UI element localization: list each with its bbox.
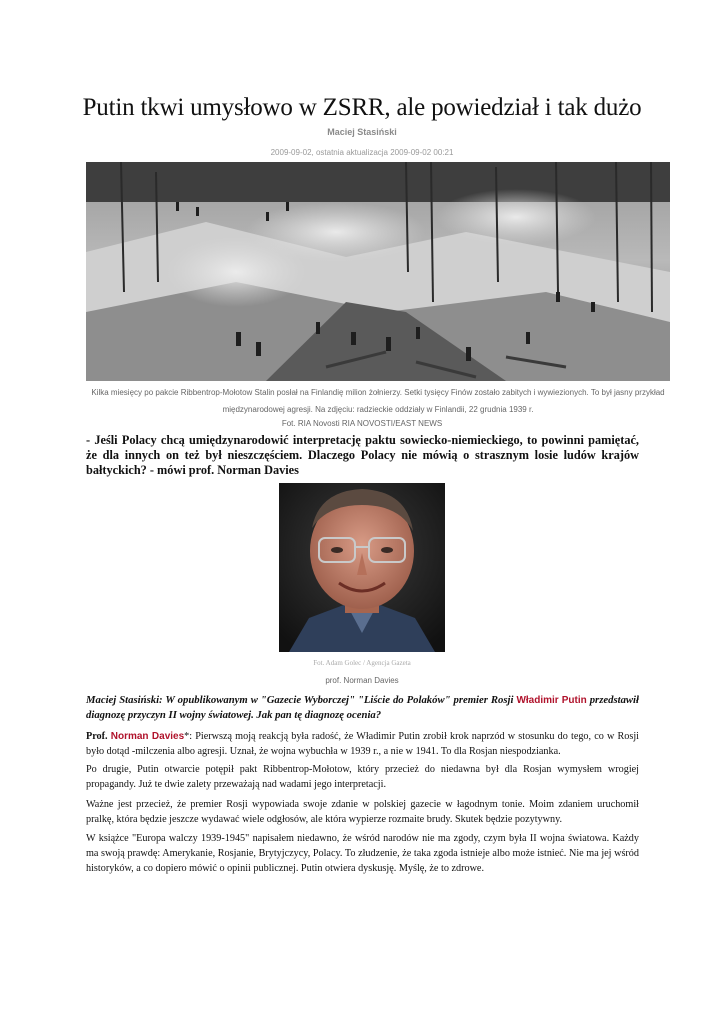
main-photo [86,162,670,381]
article-title: Putin tkwi umysłowo w ZSRR, ale powiedział i tak dużo [82,94,642,121]
portrait-photo [279,483,445,652]
answer-label: Prof. [86,731,111,742]
portrait-caption: prof. Norman Davies [325,676,399,685]
question-text-prefix: Maciej Stasiński: W opublikowanym w "Gazecie Wyborczej" "Liście do Polaków" premier Rosji [86,694,517,706]
answer-paragraph-4: W książce "Europa walczy 1939-1945" napisałem niedawno, że wśród narodów nie ma zgody, czym była II wojna światowa. Każdy ma swoją prawdę: Amerykanie, Rosjanie, Brytyjczycy, Polacy. To złudzenie, że taka zgoda istnieje albo może istnieć. Nie ma jej wśród historyków, a co dopiero mówić o opinii publicznej. Putin otwiera dyskusję. Myślę, że to zdrowe. [86,833,639,874]
answer-marker: * [184,731,190,742]
article-lead: - Jeśli Polacy chcą umiędzynarodowić interpretację paktu sowiecko-niemieckiego, to powinni pamiętać, że dla innych on też był nieszczęściem. Dlaczego Polacy nie mówią o strasznym losie ludów krajów bałtyckich? - mówi prof. Norman Davies [86,433,639,477]
article-author: Maciej Stasiński [327,127,397,137]
answer-paragraph-1-text: : Pierwszą moją reakcją była radość, że Władimir Putin zrobił krok naprzód w stosunku do tego, co w Rosji było dotąd -milczenia albo agresji. Uznał, że wojna wybuchła w 1939 r., a nie w 1941. To dla Rosjan niespodzianka. [86,731,640,757]
putin-link[interactable]: Władimir Putin [516,695,587,706]
article-date: 2009-09-02, ostatnia aktualizacja 2009-09-02 00:21 [270,148,454,157]
answer-paragraph-3: Ważne jest przecież, że premier Rosji wypowiada swoje zdanie w polskiej gazecie w łagodnym tonie. Moim zdaniem uruchomił pralkę, która będzie jeszcze wydawać wiele odgłosów, ale która wypierze rozmaite brudy. Skutek będzie pozytywny. [86,799,639,825]
portrait-credit: Fot. Adam Golec / Agencja Gazeta [313,659,411,667]
question-text-suffix: przedstawił diagnozę przyczyn II wojny światowej. Jak pan tę diagnozę ocenia? [86,694,639,721]
answer-paragraph-2: Po drugie, Putin otwarcie potępił pakt Ribbentrop-Mołotow, który przecież do niedawna był dla Rosjan wymysłem wrogiej propagandy. Już te dwie zalety przeważają nad wadami jego interpretacji. [86,764,639,790]
man-with-glasses-portrait [279,483,445,652]
winter-battlefield-photo [86,162,670,381]
norman-davies-link[interactable]: Norman Davies [110,731,185,742]
main-photo-caption: Kilka miesięcy po pakcie Ribbentrop-Mołotow Stalin posłał na Finlandię milion żołnierzy. Setki tysięcy Finów zostało zabitych i wywiezionych. To był jasny przykład międzynarodowej agresji. Na zdjęciu: radzieckie oddziały w Finlandii, 22 grudnia 1939 r. [91,388,665,414]
interview-question [86,693,639,723]
main-photo-credit: Fot. RIA Novosti RIA NOVOSTI/EAST NEWS [281,419,443,428]
answer-paragraph-1 [86,729,639,759]
